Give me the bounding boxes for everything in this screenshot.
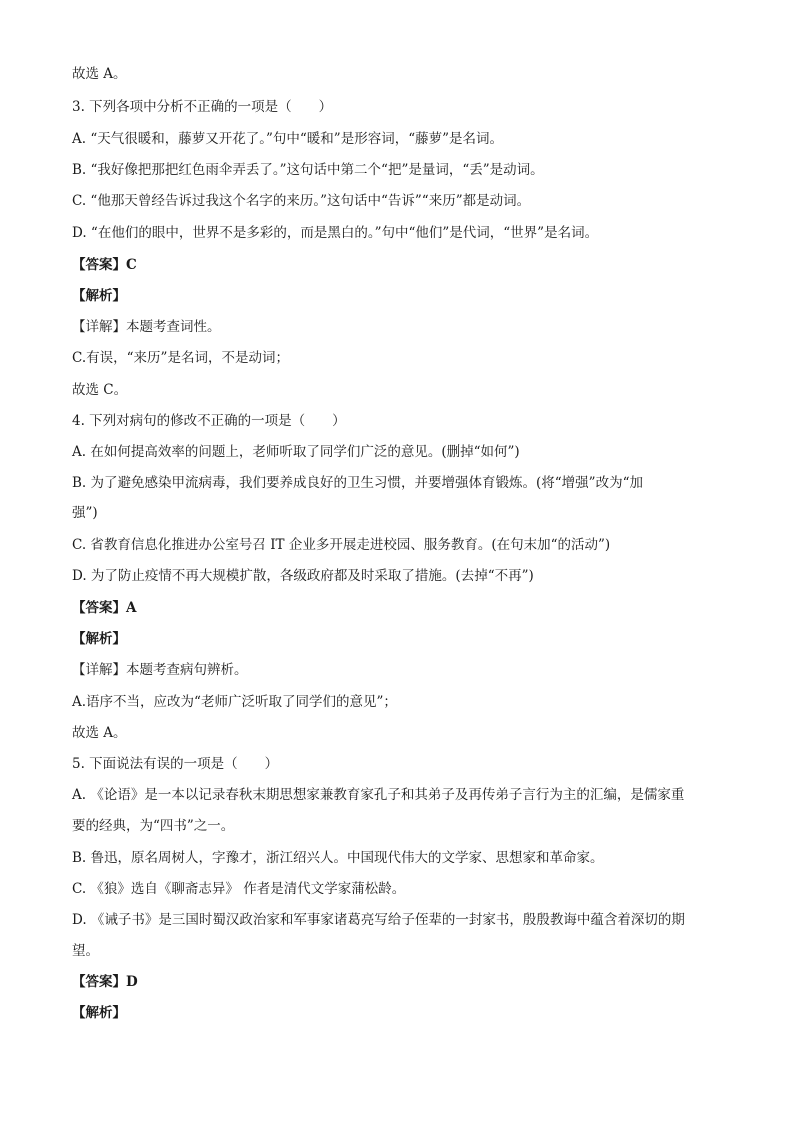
detail-line: 【详解】本题考查词性。	[72, 319, 221, 335]
question-5-option-a: A. 《论语》是一本以记录春秋末期思想家兼教育家孔子和其弟子及再传弟子言行为主的汇编，是儒家重	[72, 787, 685, 803]
question-3-option-d: D. “在他们的眼中，世界不是多彩的，而是黑白的。”句中“他们”是代词，“世界”是名词。	[72, 225, 599, 241]
answer-label: 【答案】A	[72, 600, 137, 616]
question-4-option-a: A. 在如何提高效率的问题上，老师听取了同学们广泛的意见。(删掉“如何”)	[72, 444, 520, 460]
question-4-stem: 4. 下列对病句的修改不正确的一项是（ ）	[72, 413, 346, 429]
analysis-label: 【解析】	[72, 288, 126, 304]
question-3-option-b: B. “我好像把那把红色雨伞弄丢了。”这句话中第二个“把”是量词，“丢”是动词。	[72, 162, 544, 178]
analysis-label: 【解析】	[72, 1005, 126, 1021]
answer-label: 【答案】C	[72, 257, 137, 273]
question-5-stem: 5. 下面说法有误的一项是（ ）	[72, 756, 279, 772]
question-3-option-a: A. “天气很暖和，藤萝又开花了。”句中“暖和”是形容词，“藤萝”是名词。	[72, 131, 503, 147]
detail-line: 【详解】本题考查病句辨析。	[72, 662, 248, 678]
question-5-option-a-cont: 要的经典，为“四书”之一。	[72, 818, 235, 834]
question-5-option-d-cont: 望。	[72, 943, 99, 959]
question-5-option-d: D. 《诫子书》是三国时蜀汉政治家和军事家诸葛亮写给子侄辈的一封家书，殷殷教诲中蕴含着深切的期	[72, 912, 685, 928]
analysis-label: 【解析】	[72, 631, 126, 647]
question-4-option-b-cont: 强”)	[72, 505, 98, 521]
question-4-option-b: B. 为了避免感染甲流病毒，我们要养成良好的卫生习惯，并要增强体育锻炼。(将“增强”改为“加	[72, 475, 643, 491]
answer-label: 【答案】D	[72, 974, 138, 990]
explanation-line: C.有误，“来历”是名词，不是动词；	[72, 350, 289, 366]
question-3-stem: 3. 下列各项中分析不正确的一项是（ ）	[72, 99, 333, 115]
question-5-option-b: B. 鲁迅，原名周树人，字豫才，浙江绍兴人。中国现代伟大的文学家、思想家和革命家。	[72, 850, 604, 866]
question-4-option-c: C. 省教育信息化推进办公室号召 IT 企业多开展走进校园、服务教育。(在句末加“的活动”)	[72, 537, 611, 553]
question-3-option-c: C. “他那天曾经告诉过我这个名字的来历。”这句话中“告诉”“来历”都是动词。	[72, 193, 531, 209]
question-5-option-c: C. 《狼》选自《聊斋志异》 作者是清代文学家蒲松龄。	[72, 881, 406, 897]
conclusion-line: 故选 A。	[72, 725, 127, 741]
explanation-line: A.语序不当，应改为“老师广泛听取了同学们的意见”；	[72, 694, 397, 710]
conclusion-line: 故选 C。	[72, 382, 128, 398]
question-4-option-d: D. 为了防止疫情不再大规模扩散，各级政府都及时采取了措施。(去掉“不再”)	[72, 568, 534, 584]
text-line: 故选 A。	[72, 66, 127, 82]
